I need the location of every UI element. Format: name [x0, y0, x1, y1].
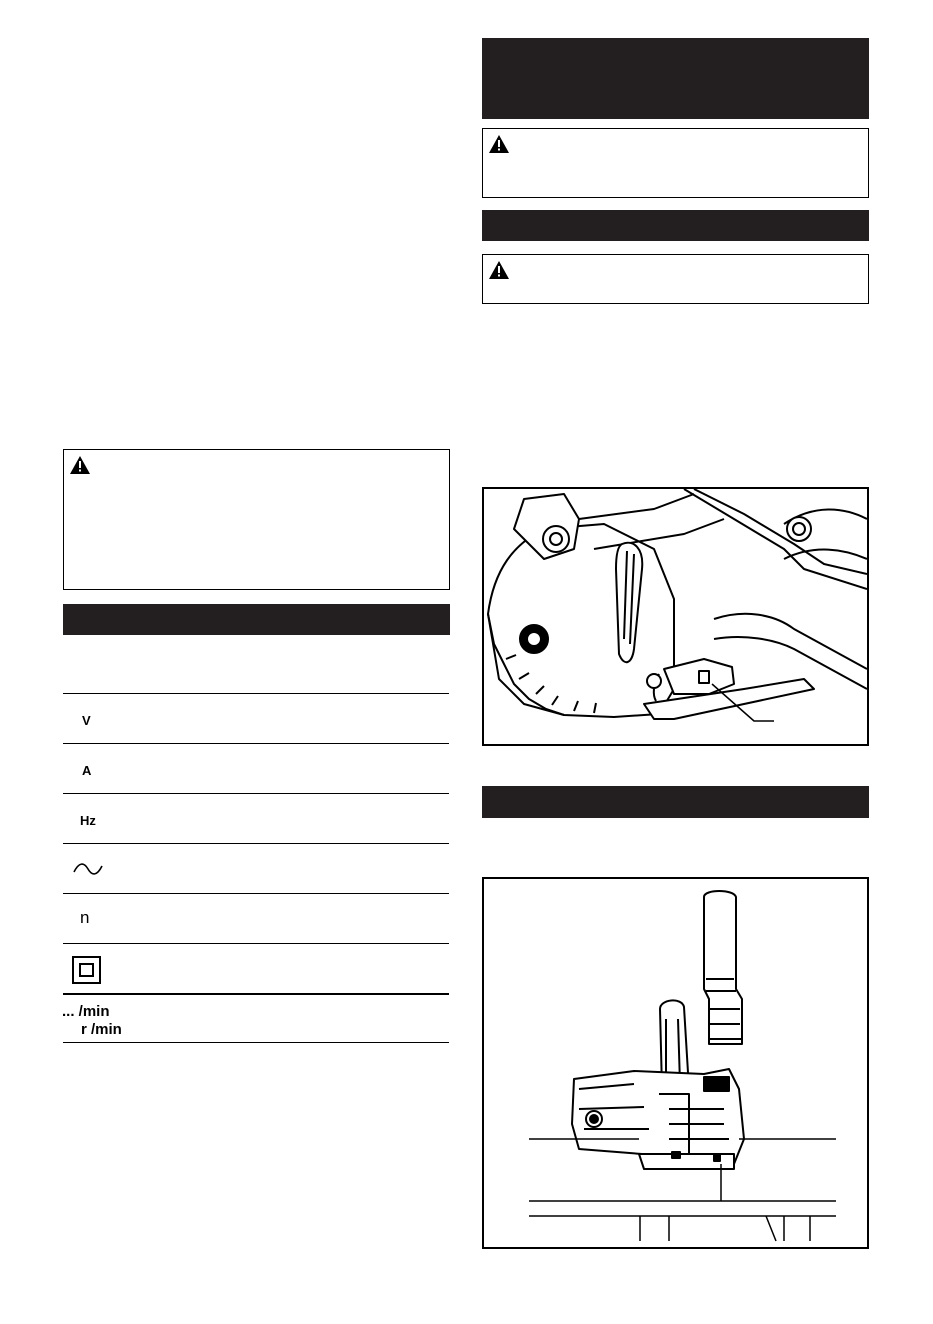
symbol-row-class-ii: [63, 943, 449, 993]
rpm-symbol-line2: r /min: [81, 1021, 122, 1038]
warning-triangle-icon: [70, 456, 90, 474]
hertz-symbol: Hz: [80, 813, 96, 828]
warning-box-left: [63, 449, 450, 590]
amperes-symbol: A: [82, 763, 92, 778]
section-header-bar-tall: [482, 38, 869, 119]
section-header-bar-symbols: [63, 604, 450, 635]
warning-box-right-1: [482, 128, 869, 198]
class-ii-double-insulation-symbol: [71, 956, 103, 984]
symbol-row-hertz: [63, 793, 449, 843]
warning-triangle-icon: [489, 135, 509, 153]
alternating-current-symbol: [73, 862, 103, 876]
symbol-row-amperes: [63, 743, 449, 793]
saw-lever-drawing: [484, 489, 867, 744]
rated-speed-symbol: n: [80, 908, 90, 927]
section-header-bar-3: [482, 786, 869, 818]
section-header-bar-2: [482, 210, 869, 241]
symbol-table-bottom-rule: [63, 1042, 449, 1043]
volts-symbol: V: [82, 713, 91, 728]
warning-box-right-2: [482, 254, 869, 304]
symbol-row-alternating-current: [63, 843, 449, 893]
warning-triangle-icon: [489, 261, 509, 279]
figure-lock-lever-illustration: [482, 487, 869, 746]
cutting-depth-drawing: [484, 879, 867, 1247]
rpm-symbol-line1: ... /min: [62, 1003, 110, 1020]
figure-cutting-depth-illustration: [482, 877, 869, 1249]
symbol-row-rpm: [63, 993, 449, 1043]
symbol-row-volts: [63, 693, 449, 743]
symbol-row-rated-speed: [63, 893, 449, 943]
